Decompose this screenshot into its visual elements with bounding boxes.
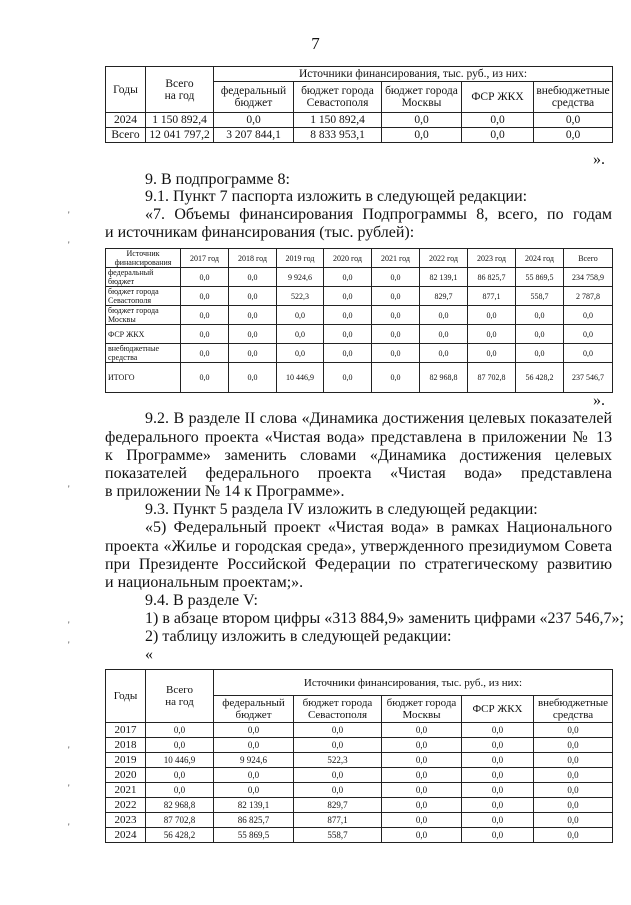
cell-value: 522,3 <box>277 287 324 306</box>
cell-total: 10 446,9 <box>146 753 214 768</box>
cell-value: 0,0 <box>564 344 613 363</box>
paragraph-9-4-1: 1) в абзаце втором цифры «313 884,9» заменить цифрами «237 546,7»; <box>145 610 624 627</box>
table-row <box>106 828 613 843</box>
cell-total: 56 428,2 <box>146 828 214 843</box>
cell-value: 0,0 <box>462 813 534 828</box>
cell-value: 0,0 <box>372 287 420 306</box>
cell-value: 877,1 <box>294 813 382 828</box>
cell-value: 0,0 <box>534 723 613 738</box>
cell-value: 0,0 <box>181 344 229 363</box>
table-row <box>106 798 613 813</box>
row-label: внебюджетные средства <box>106 344 181 363</box>
cell-value: 0,0 <box>516 325 564 344</box>
cell-value: 0,0 <box>516 344 564 363</box>
row-label: ИТОГО <box>106 363 181 393</box>
cell-value: 0,0 <box>324 325 372 344</box>
cell-value: 0,0 <box>468 325 516 344</box>
cell-value: 2 787,8 <box>564 287 613 306</box>
cell-value: 0,0 <box>181 363 229 393</box>
row-label: бюджет города Севастополя <box>106 287 181 306</box>
cell-value: 0,0 <box>214 783 294 798</box>
header-year: 2020 год <box>324 249 372 268</box>
cell-value: 0,0 <box>324 306 372 325</box>
paragraph-9-3: 9.3. Пункт 5 раздела IV изложить в следующей редакции: <box>145 501 538 518</box>
row-label: бюджет города Москвы <box>106 306 181 325</box>
col-sevastopol: бюджет города Севастополя <box>294 696 382 723</box>
header-year: 2019 год <box>277 249 324 268</box>
cell-value: 0,0 <box>462 128 534 143</box>
col-extrabudget: внебюджетные средства <box>534 696 613 723</box>
cell-value: 0,0 <box>181 306 229 325</box>
cell-value: 0,0 <box>372 268 420 287</box>
cell-value: 9 924,6 <box>277 268 324 287</box>
cell-value: 0,0 <box>462 768 534 783</box>
cell-value: 0,0 <box>214 723 294 738</box>
scan-margin-mark: ' <box>68 240 70 250</box>
cell-value: 0,0 <box>382 128 462 143</box>
cell-year: 2024 <box>106 828 146 843</box>
table-row <box>106 768 613 783</box>
cell-value: 82 139,1 <box>420 268 468 287</box>
paragraph-9-3-quote-line4: и национальным проектам;». <box>105 574 304 591</box>
paragraph-9-1-quote-line1: «7. Объемы финансирования Подпрограммы 8, всего, по годам <box>145 206 613 223</box>
financing-by-year-table <box>105 669 613 843</box>
cell-value: 0,0 <box>462 738 534 753</box>
table-row <box>106 723 613 738</box>
quote-end: ». <box>593 151 605 168</box>
cell-value: 56 428,2 <box>516 363 564 393</box>
cell-value: 0,0 <box>324 268 372 287</box>
cell-year: 2023 <box>106 813 146 828</box>
cell-value: 10 446,9 <box>277 363 324 393</box>
table-row <box>106 128 613 143</box>
paragraph-9-3-quote-line2: проекта «Жилье и городская среда», утвержденного президиумом Совета <box>105 538 613 555</box>
col-fsr: ФСР ЖКХ <box>462 696 534 723</box>
cell-value: 0,0 <box>420 306 468 325</box>
cell-value: 0,0 <box>181 287 229 306</box>
cell-year: 2019 <box>106 753 146 768</box>
cell-year: 2018 <box>106 738 146 753</box>
cell-value: 0,0 <box>181 268 229 287</box>
cell-value: 0,0 <box>468 306 516 325</box>
cell-value: 0,0 <box>229 268 277 287</box>
cell-total: 0,0 <box>146 783 214 798</box>
page-number: 7 <box>311 34 320 53</box>
cell-year: 2024 <box>106 113 146 128</box>
col-moscow: бюджет города Москвы <box>382 696 462 723</box>
scan-margin-mark: ' <box>68 640 70 650</box>
cell-value: 0,0 <box>277 344 324 363</box>
cell-value: 0,0 <box>229 325 277 344</box>
cell-value: 0,0 <box>534 753 613 768</box>
cell-total: 87 702,8 <box>146 813 214 828</box>
table-row <box>106 753 613 768</box>
cell-value: 0,0 <box>324 363 372 393</box>
cell-value: 0,0 <box>277 306 324 325</box>
cell-value: 0,0 <box>534 828 613 843</box>
col-moscow: бюджет города Москвы <box>382 82 462 113</box>
cell-value: 0,0 <box>214 113 294 128</box>
cell-value: 0,0 <box>462 753 534 768</box>
scan-margin-mark: ' <box>68 745 70 755</box>
cell-value: 558,7 <box>516 287 564 306</box>
cell-value: 0,0 <box>564 325 613 344</box>
cell-year: Всего <box>106 128 146 143</box>
cell-value: 0,0 <box>214 768 294 783</box>
quote-open: « <box>145 646 153 663</box>
header-sources: Источники финансирования, тыс. руб., из них: <box>214 67 613 82</box>
header-years: Годы <box>106 670 146 723</box>
cell-value: 0,0 <box>420 344 468 363</box>
cell-value: 0,0 <box>294 723 382 738</box>
cell-value: 0,0 <box>294 768 382 783</box>
cell-value: 0,0 <box>382 783 462 798</box>
cell-value: 0,0 <box>382 738 462 753</box>
paragraph-9-4-2: 2) таблицу изложить в следующей редакции: <box>145 628 452 645</box>
cell-value: 522,3 <box>294 753 382 768</box>
cell-value: 0,0 <box>462 113 534 128</box>
header-year: 2024 год <box>516 249 564 268</box>
paragraph-9-2-line4: показателей федерального проекта «Чистая вода» представлена <box>105 465 613 482</box>
cell-value: 0,0 <box>534 783 613 798</box>
cell-value: 558,7 <box>294 828 382 843</box>
cell-value: 0,0 <box>382 768 462 783</box>
cell-value: 0,0 <box>372 363 420 393</box>
cell-value: 0,0 <box>468 344 516 363</box>
cell-total: 12 041 797,2 <box>146 128 214 143</box>
cell-value: 0,0 <box>229 287 277 306</box>
cell-value: 0,0 <box>382 828 462 843</box>
cell-value: 0,0 <box>229 344 277 363</box>
cell-value: 55 869,5 <box>516 268 564 287</box>
paragraph-9-1: 9.1. Пункт 7 паспорта изложить в следующей редакции: <box>145 188 528 205</box>
cell-value: 0,0 <box>534 798 613 813</box>
cell-total: 0,0 <box>146 723 214 738</box>
cell-value: 82 968,8 <box>420 363 468 393</box>
header-year: 2023 год <box>468 249 516 268</box>
scan-margin-mark: ' <box>68 783 70 793</box>
cell-value: 0,0 <box>534 113 613 128</box>
cell-value: 0,0 <box>382 798 462 813</box>
cell-value: 0,0 <box>382 113 462 128</box>
cell-value: 0,0 <box>516 306 564 325</box>
financing-table-continued <box>105 66 613 143</box>
cell-value: 0,0 <box>462 798 534 813</box>
row-label: ФСР ЖКХ <box>106 325 181 344</box>
cell-value: 0,0 <box>294 783 382 798</box>
cell-value: 1 150 892,4 <box>294 113 382 128</box>
table-row <box>106 113 613 128</box>
cell-value: 0,0 <box>534 813 613 828</box>
cell-value: 0,0 <box>372 306 420 325</box>
cell-value: 0,0 <box>229 363 277 393</box>
col-extrabudget: внебюджетные средства <box>534 82 613 113</box>
paragraph-9: 9. В подпрограмме 8: <box>145 171 290 188</box>
cell-value: 0,0 <box>294 738 382 753</box>
cell-value: 8 833 953,1 <box>294 128 382 143</box>
paragraph-9-2-line5: в приложении № 14 к Программе». <box>105 483 345 500</box>
table-row <box>106 738 613 753</box>
cell-value: 0,0 <box>229 306 277 325</box>
header-year: 2021 год <box>372 249 420 268</box>
cell-year: 2021 <box>106 783 146 798</box>
cell-value: 0,0 <box>214 738 294 753</box>
quote-end: ». <box>593 392 605 409</box>
paragraph-9-1-quote-line2: и источникам финансирования (тыс. рублей): <box>105 224 415 241</box>
cell-value: 55 869,5 <box>214 828 294 843</box>
table-row <box>106 783 613 798</box>
cell-value: 9 924,6 <box>214 753 294 768</box>
cell-value: 0,0 <box>181 325 229 344</box>
cell-value: 3 207 844,1 <box>214 128 294 143</box>
cell-value: 0,0 <box>420 325 468 344</box>
header-year: 2022 год <box>420 249 468 268</box>
cell-value: 0,0 <box>564 306 613 325</box>
cell-value: 829,7 <box>294 798 382 813</box>
cell-value: 0,0 <box>382 723 462 738</box>
cell-value: 0,0 <box>462 723 534 738</box>
scan-margin-mark: ' <box>68 822 70 832</box>
cell-total: 82 968,8 <box>146 798 214 813</box>
cell-value: 0,0 <box>372 344 420 363</box>
cell-value: 87 702,8 <box>468 363 516 393</box>
cell-value: 82 139,1 <box>214 798 294 813</box>
paragraph-9-2-line3: к Программе» заменить словами «Динамика достижения целевых <box>105 447 613 464</box>
cell-value: 0,0 <box>462 783 534 798</box>
paragraph-9-3-quote-line1: «5) Федеральный проект «Чистая вода» в рамках Национального <box>145 519 613 536</box>
cell-value: 0,0 <box>534 768 613 783</box>
header-years: Годы <box>106 67 146 113</box>
cell-value: 877,1 <box>468 287 516 306</box>
cell-value: 234 758,9 <box>564 268 613 287</box>
paragraph-9-2-line2: федерального проекта «Чистая вода» представлена в приложении № 13 <box>105 429 613 446</box>
cell-year: 2020 <box>106 768 146 783</box>
table-row-total <box>106 363 613 393</box>
subprogram-financing-table <box>105 248 613 393</box>
cell-value: 829,7 <box>420 287 468 306</box>
paragraph-9-2-line1: 9.2. В разделе II слова «Динамика достижения целевых показателей <box>145 410 613 427</box>
scan-margin-mark: ' <box>68 484 70 494</box>
cell-value: 0,0 <box>534 128 613 143</box>
table-row <box>106 344 613 363</box>
cell-year: 2022 <box>106 798 146 813</box>
cell-value: 0,0 <box>382 753 462 768</box>
scan-margin-mark: ' <box>68 210 70 220</box>
table-row <box>106 268 613 287</box>
cell-year: 2017 <box>106 723 146 738</box>
cell-total: 0,0 <box>146 738 214 753</box>
row-label: федеральный бюджет <box>106 268 181 287</box>
table-row <box>106 287 613 306</box>
paragraph-9-4: 9.4. В разделе V: <box>145 592 258 609</box>
header-year: 2017 год <box>181 249 229 268</box>
scan-margin-mark: ' <box>68 620 70 630</box>
col-fsr: ФСР ЖКХ <box>462 82 534 113</box>
col-federal: федеральный бюджет <box>214 696 294 723</box>
cell-value: 86 825,7 <box>468 268 516 287</box>
cell-value: 0,0 <box>324 344 372 363</box>
table-row <box>106 306 613 325</box>
header-year: 2018 год <box>229 249 277 268</box>
cell-total: 1 150 892,4 <box>146 113 214 128</box>
paragraph-9-3-quote-line3: при Президенте Российской Федерации по стратегическому развитию <box>105 556 613 573</box>
table-row <box>106 813 613 828</box>
header-total: Всего на год <box>146 67 214 113</box>
cell-value: 0,0 <box>382 813 462 828</box>
cell-value: 0,0 <box>277 325 324 344</box>
cell-value: 86 825,7 <box>214 813 294 828</box>
table-row <box>106 325 613 344</box>
header-sources: Источники финансирования, тыс. руб., из них: <box>214 670 613 696</box>
header-total: Всего на год <box>146 670 214 723</box>
cell-value: 0,0 <box>462 828 534 843</box>
cell-value: 0,0 <box>324 287 372 306</box>
col-federal: федеральный бюджет <box>214 82 294 113</box>
col-sevastopol: бюджет города Севастополя <box>294 82 382 113</box>
cell-total: 0,0 <box>146 768 214 783</box>
cell-value: 0,0 <box>372 325 420 344</box>
header-source: Источник финансирования <box>106 249 181 268</box>
cell-value: 237 546,7 <box>564 363 613 393</box>
cell-value: 0,0 <box>534 738 613 753</box>
header-total: Всего <box>564 249 613 268</box>
